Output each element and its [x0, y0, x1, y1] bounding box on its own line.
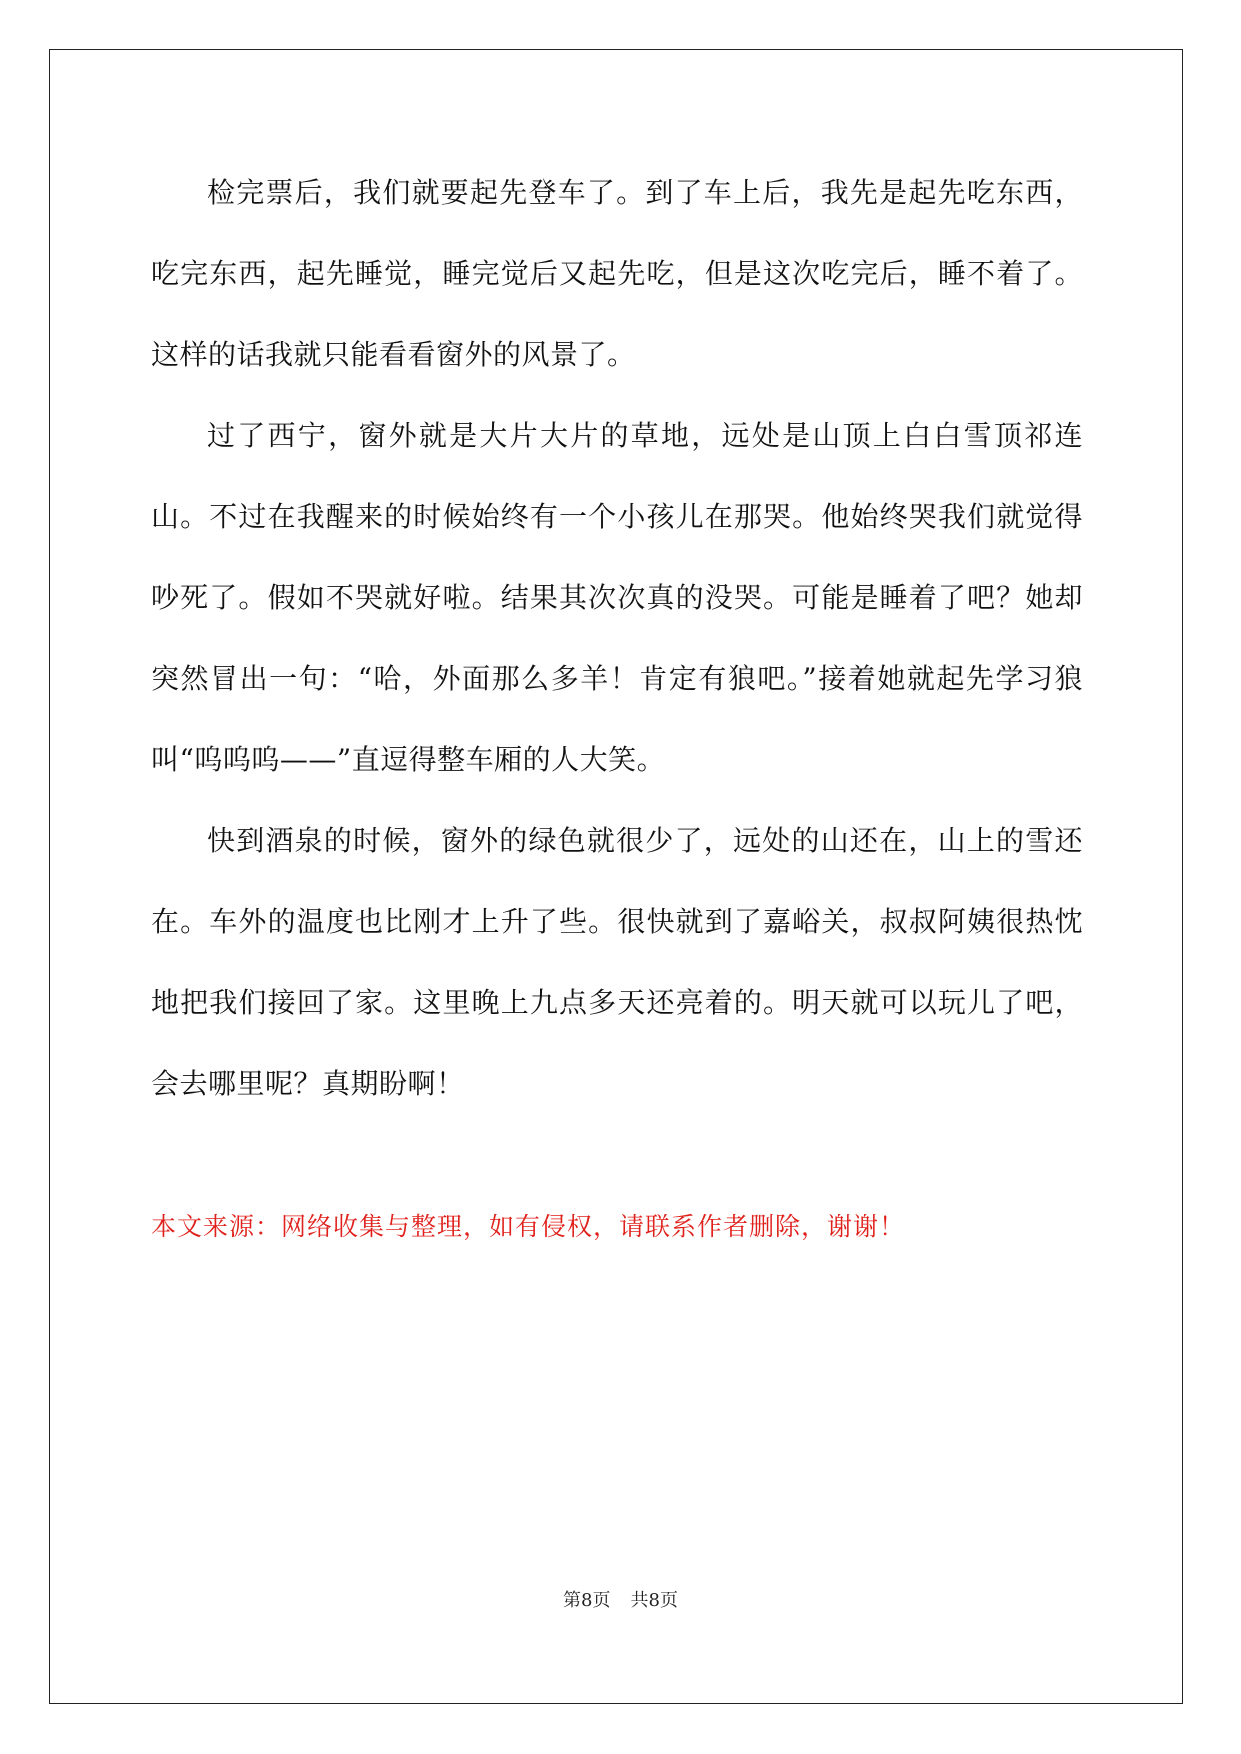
source-disclaimer: 本文来源：网络收集与整理，如有侵权，请联系作者删除，谢谢！ [151, 1212, 906, 1241]
page-footer [0, 1586, 1241, 1612]
paragraph-3: 快到酒泉的时候，窗外的绿色就很少了，远处的山还在，山上的雪还在。车外的温度也比刚才上升了些。很快就到了嘉峪关，叔叔阿姨很热忱地把我们接回了家。这里晚上九点多天还亮着的。明天就可以玩儿了吧，会去哪里呢？真期盼啊！ [151, 824, 1083, 1100]
paragraph-2: 过了西宁，窗外就是大片大片的草地，远处是山顶上白白雪顶祁连山。不过在我醒来的时候始终有一个小孩儿在那哭。他始终哭我们就觉得吵死了。假如不哭就好啦。结果其次次真的没哭。可能是睡着了吧？她却突然冒出一句：“哈，外面那么多羊！肯定有狼吧。”接着她就起先学习狼叫“呜呜呜——”直逗得整车厢的人大笑。 [151, 419, 1083, 776]
document-body [151, 152, 1083, 1124]
page-number-total: 共8页 [630, 1590, 678, 1611]
page-number-current: 第8页 [563, 1590, 611, 1611]
paragraph-1: 检完票后，我们就要起先登车了。到了车上后，我先是起先吃东西，吃完东西，起先睡觉，睡完觉后又起先吃，但是这次吃完后，睡不着了。这样的话我就只能看看窗外的风景了。 [151, 176, 1083, 371]
